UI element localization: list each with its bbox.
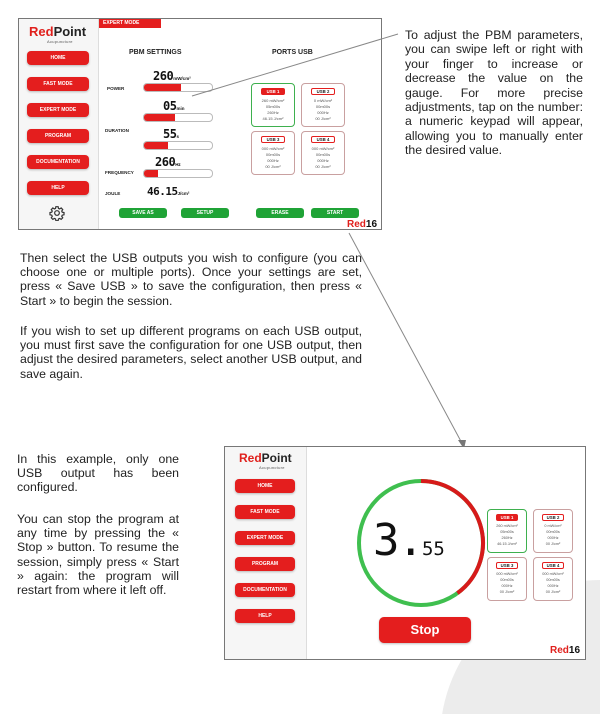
nav-expert-mode-button[interactable]: EXPERT MODE <box>27 103 89 117</box>
nav-documentation-button[interactable]: DOCUMENTATION <box>235 583 295 597</box>
timer-display <box>373 515 473 566</box>
right-paragraph: To adjust the PBM parameters, you can swipe left or right with your finger to increase or decrease the value on the gauge. For more precise adjustments, tap on the number: a numeric keypad will appear, allowing you to manually enter the desired value. <box>405 28 583 158</box>
usb-3-chip: USB 3 <box>496 562 518 569</box>
logo-subtitle: Acupuncture <box>47 39 73 44</box>
nav-home-button[interactable]: HOME <box>27 51 89 65</box>
usb-2-chip: USB 2 <box>542 514 564 521</box>
seconds-value[interactable]: 55s <box>163 127 179 141</box>
nav-program-button[interactable]: PROGRAM <box>235 557 295 571</box>
joule-label: JOULE <box>105 191 121 196</box>
nav-expert-mode-button[interactable]: EXPERT MODE <box>235 531 295 545</box>
left-paragraph-1: In this example, only one USB output has been configured. <box>17 452 179 495</box>
frequency-label: FREQUENCY <box>105 170 134 175</box>
usb-1-card[interactable]: USB 1 260 mW/cm² 05m00s 260Hz 46.15 J/cm² <box>251 83 295 127</box>
middle-paragraph-1: Then select the USB outputs you wish to configure (you can choose one or multiple ports). Once your settings are set, press « Save USB » to save the configuration, then press « Start » to begin the session. <box>20 251 362 308</box>
nav-help-button[interactable]: HELP <box>235 609 295 623</box>
duration-value[interactable]: 05min <box>163 99 185 113</box>
pbm-settings-title: PBM SETTINGS <box>129 49 182 56</box>
usb-2-card[interactable]: USB 2 0 mW/cm² 00m00s 000Hz 00 J/cm² <box>301 83 345 127</box>
frequency-value[interactable]: 260Hz <box>155 155 181 169</box>
nav-home-button[interactable]: HOME <box>235 479 295 493</box>
usb-3-card[interactable]: USB 3 000 mW/cm² 00m00s 000Hz 00 J/cm² <box>251 131 295 175</box>
setup-button[interactable]: SETUP <box>181 208 229 218</box>
save-as-button[interactable]: SAVE AS <box>119 208 167 218</box>
redpoint-logo: RedPoint <box>29 24 87 39</box>
tab-expert-mode[interactable]: EXPERT MODE <box>99 19 161 28</box>
timer-main: 3. <box>373 515 422 566</box>
power-value[interactable]: 260mW/cm² <box>153 69 191 83</box>
middle-paragraph-2: If you wish to set up different programs on each USB output, you must first save the configuration for one USB output, then adjust the desired parameters, select another USB output, and save again. <box>20 324 362 381</box>
logo-subtitle: Acupuncture <box>259 465 285 470</box>
erase-button[interactable]: ERASE <box>256 208 304 218</box>
usb-3-chip: USB 3 <box>261 136 285 143</box>
usb-1-card[interactable]: USB 1 260 mW/cm² 05m00s 260Hz 46.15 J/cm² <box>487 509 527 553</box>
start-button[interactable]: START <box>311 208 359 218</box>
usb-1-chip: USB 1 <box>496 514 518 521</box>
usb-4-card[interactable]: USB 4 000 mW/cm² 00m00s 000Hz 00 J/cm² <box>301 131 345 175</box>
left-paragraph-2: You can stop the program at any time by pressing the « Stop » button. To resume the session, simply press « Start » again: the program will restart from where it left off. <box>17 512 179 598</box>
red16-brand: Red16 <box>550 645 581 656</box>
timer-small: 55 <box>421 538 445 560</box>
nav-documentation-button[interactable]: DOCUMENTATION <box>27 155 89 169</box>
nav-program-button[interactable]: PROGRAM <box>27 129 89 143</box>
duration-label: DURATION <box>105 128 129 133</box>
usb-4-chip: USB 4 <box>311 136 335 143</box>
usb-1-chip: USB 1 <box>261 88 285 95</box>
usb-2-chip: USB 2 <box>311 88 335 95</box>
redpoint-logo: RedPoint <box>239 451 292 465</box>
power-label: POWER <box>107 86 125 91</box>
usb-2-card[interactable]: USB 2 0 mW/cm² 00m00s 000Hz 00 J/cm² <box>533 509 573 553</box>
running-session-screenshot <box>224 446 586 660</box>
sidebar <box>225 447 307 659</box>
red16-brand: Red16 <box>347 219 378 230</box>
stop-button[interactable]: Stop <box>379 617 471 643</box>
nav-fast-mode-button[interactable]: FAST MODE <box>27 77 89 91</box>
usb-3-card[interactable]: USB 3 000 mW/cm² 00m00s 000Hz 00 J/cm² <box>487 557 527 601</box>
joule-value: 46.15J/cm² <box>147 185 190 198</box>
usb-4-card[interactable]: USB 4 000 mW/cm² 00m00s 000Hz 00 J/cm² <box>533 557 573 601</box>
nav-fast-mode-button[interactable]: FAST MODE <box>235 505 295 519</box>
usb-4-chip: USB 4 <box>542 562 564 569</box>
ports-usb-title: PORTS USB <box>272 49 313 56</box>
nav-help-button[interactable]: HELP <box>27 181 89 195</box>
